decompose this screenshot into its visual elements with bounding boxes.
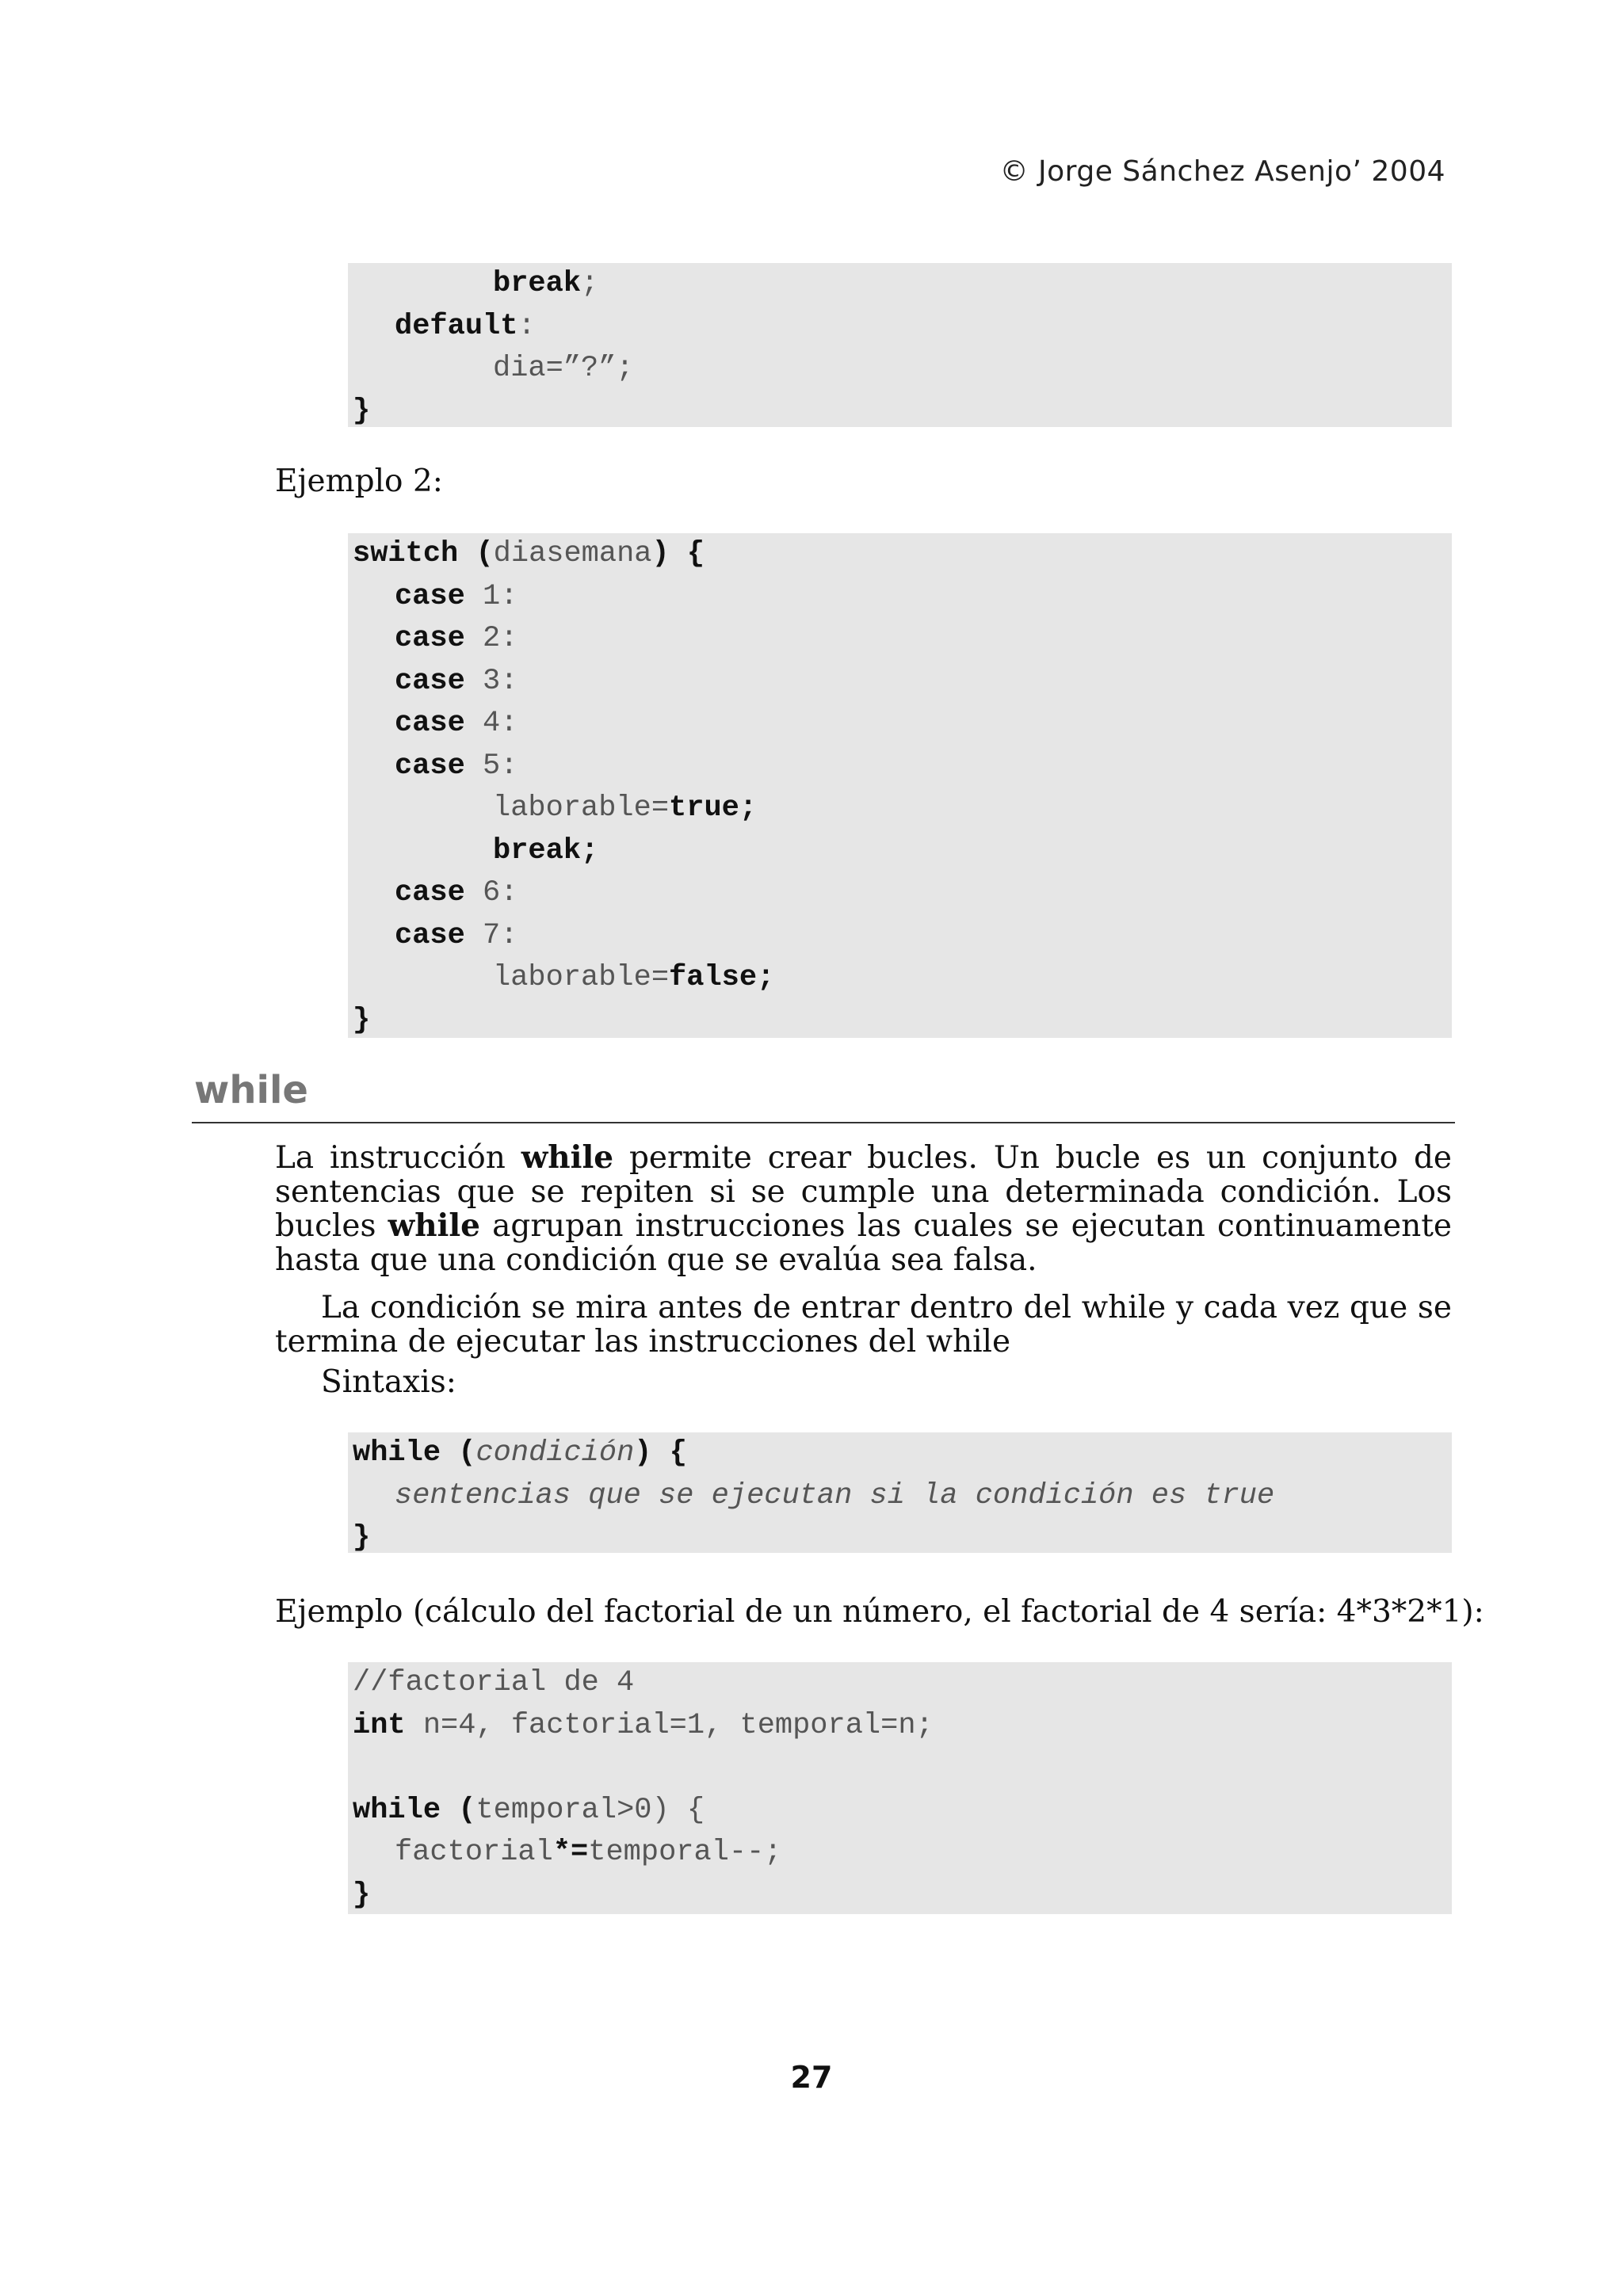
code-line: } [353,1521,371,1554]
code-line: } [353,394,371,428]
page-number: 27 [790,2060,833,2095]
example-factorial-label: Ejemplo (cálculo del factorial de un número, el factorial de 4 sería: 4*3*2*1): [275,1594,1484,1630]
code-line: switch (diasemana) { [353,537,705,570]
code-line: dia=”?”; [493,352,634,385]
code-line: case 5: [395,749,518,783]
code-line: int n=4, factorial=1, temporal=n; [353,1708,934,1742]
code-line: laborable=true; [493,791,758,825]
code-line: case 1: [395,579,518,613]
code-line: } [353,1878,371,1912]
section-divider [192,1122,1455,1123]
page-header-copyright: © Jorge Sánchez Asenjo’ 2004 [999,155,1445,188]
code-line: case 4: [395,707,518,740]
code-line: break; [493,833,599,868]
code-block-factorial [348,1662,1452,1914]
code-line: break; [493,267,599,300]
code-line: sentencias que se ejecutan si la condición es true [395,1478,1275,1512]
code-line: case 3: [395,664,518,698]
paragraph-while-condition: La condición se mira antes de entrar dentro del while y cada vez que se termina de ejecutar las instrucciones del while [275,1290,1452,1360]
code-line: while (condición) { [353,1436,687,1470]
code-block-switch-example [348,533,1452,1038]
code-line: factorial*=temporal--; [395,1836,782,1869]
code-line-blank [353,1747,1452,1790]
paragraph-while-intro: La instrucción while permite crear bucles. Un bucle es un conjunto de sentencias que se repiten si se cumple una determinada condición. Los bucles while agrupan instrucciones las cuales se ejecutan continuamente hasta que una condición que se evalúa sea falsa. [275,1139,1452,1278]
example-2-label: Ejemplo 2: [275,463,443,499]
code-block-switch-end [348,263,1452,427]
code-block-while-syntax [348,1432,1452,1553]
section-title-while: while [194,1068,308,1112]
code-line: } [353,1003,371,1037]
syntax-label: Sintaxis: [321,1364,456,1400]
code-line: case 6: [395,876,518,910]
code-line: default: [395,309,536,343]
code-line: while (temporal>0) { [353,1793,705,1827]
code-line: case 7: [395,918,518,952]
code-line: //factorial de 4 [353,1666,635,1699]
code-line: case 2: [395,622,518,655]
code-line: laborable=false; [493,961,775,994]
